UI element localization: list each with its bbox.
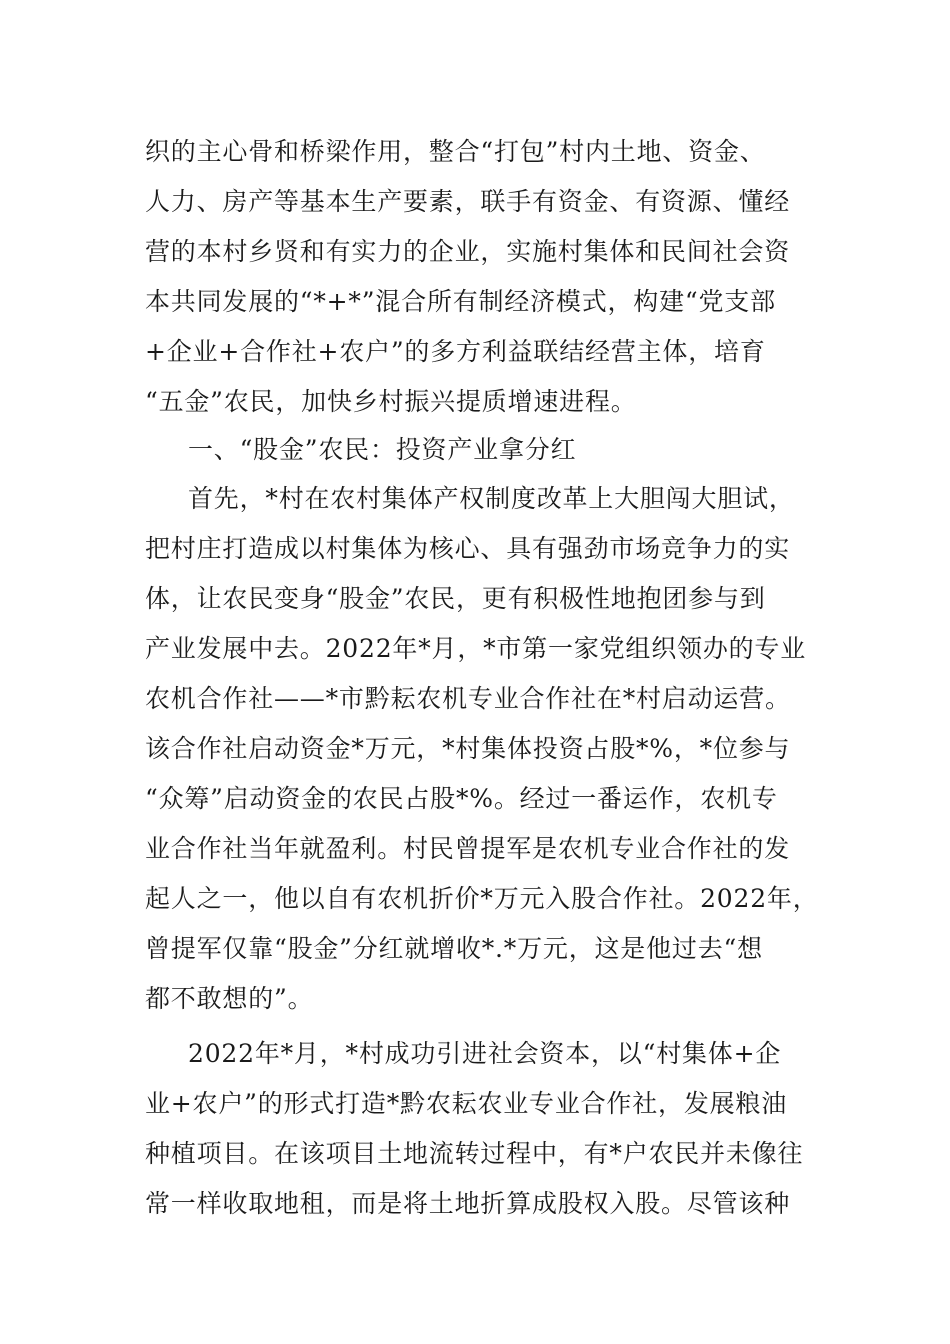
paragraph-line: 曾提军仅靠“股金”分红就增收*.*万元，这是他过去“想 — [145, 934, 763, 963]
paragraph-line: “众筹”启动资金的农民占股*%。经过一番运作，农机专 — [145, 784, 778, 813]
paragraph-line: “五金”农民，加快乡村振兴提质增速进程。 — [145, 387, 637, 416]
paragraph-line: +企业+合作社+农户”的多方利益联结经营主体，培育 — [145, 337, 766, 366]
paragraph-line: 体，让农民变身“股金”农民，更有积极性地抱团参与到 — [145, 584, 766, 613]
paragraph-line: 本共同发展的“*+*”混合所有制经济模式，构建“党支部 — [145, 287, 776, 316]
paragraph-line: 2022年*月，*村成功引进社会资本，以“村集体+企 — [188, 1039, 782, 1068]
paragraph-line: 营的本村乡贤和有实力的企业，实施村集体和民间社会资 — [145, 237, 791, 266]
section-heading: 一、“股金”农民：投资产业拿分红 — [188, 435, 577, 464]
paragraph-line: 起人之一，他以自有农机折价*万元入股合作社。2022年， — [145, 884, 819, 913]
paragraph-line: 农机合作社——*市黔耘农机专业合作社在*村启动运营。 — [145, 684, 791, 713]
paragraph-line: 业合作社当年就盈利。村民曾提军是农机专业合作社的发 — [145, 834, 791, 863]
paragraph-line: 首先，*村在农村集体产权制度改革上大胆闯大胆试， — [188, 484, 795, 513]
paragraph-line: 人力、房产等基本生产要素，联手有资金、有资源、懂经 — [145, 187, 791, 216]
paragraph-line: 把村庄打造成以村集体为核心、具有强劲市场竞争力的实 — [145, 534, 791, 563]
paragraph-line: 常一样收取地租，而是将土地折算成股权入股。尽管该种 — [145, 1189, 791, 1218]
paragraph-line: 产业发展中去。2022年*月，*市第一家党组织领办的专业 — [145, 634, 807, 663]
paragraph-line: 织的主心骨和桥梁作用，整合“打包”村内土地、资金、 — [145, 137, 766, 166]
paragraph-line: 种植项目。在该项目土地流转过程中，有*户农民并未像往 — [145, 1139, 804, 1168]
paragraph-line: 该合作社启动资金*万元，*村集体投资占股*%，*位参与 — [145, 734, 791, 763]
paragraph-line: 都不敢想的”。 — [145, 984, 314, 1013]
paragraph-line: 业+农户”的形式打造*黔农耘农业专业合作社，发展粮油 — [145, 1089, 788, 1118]
